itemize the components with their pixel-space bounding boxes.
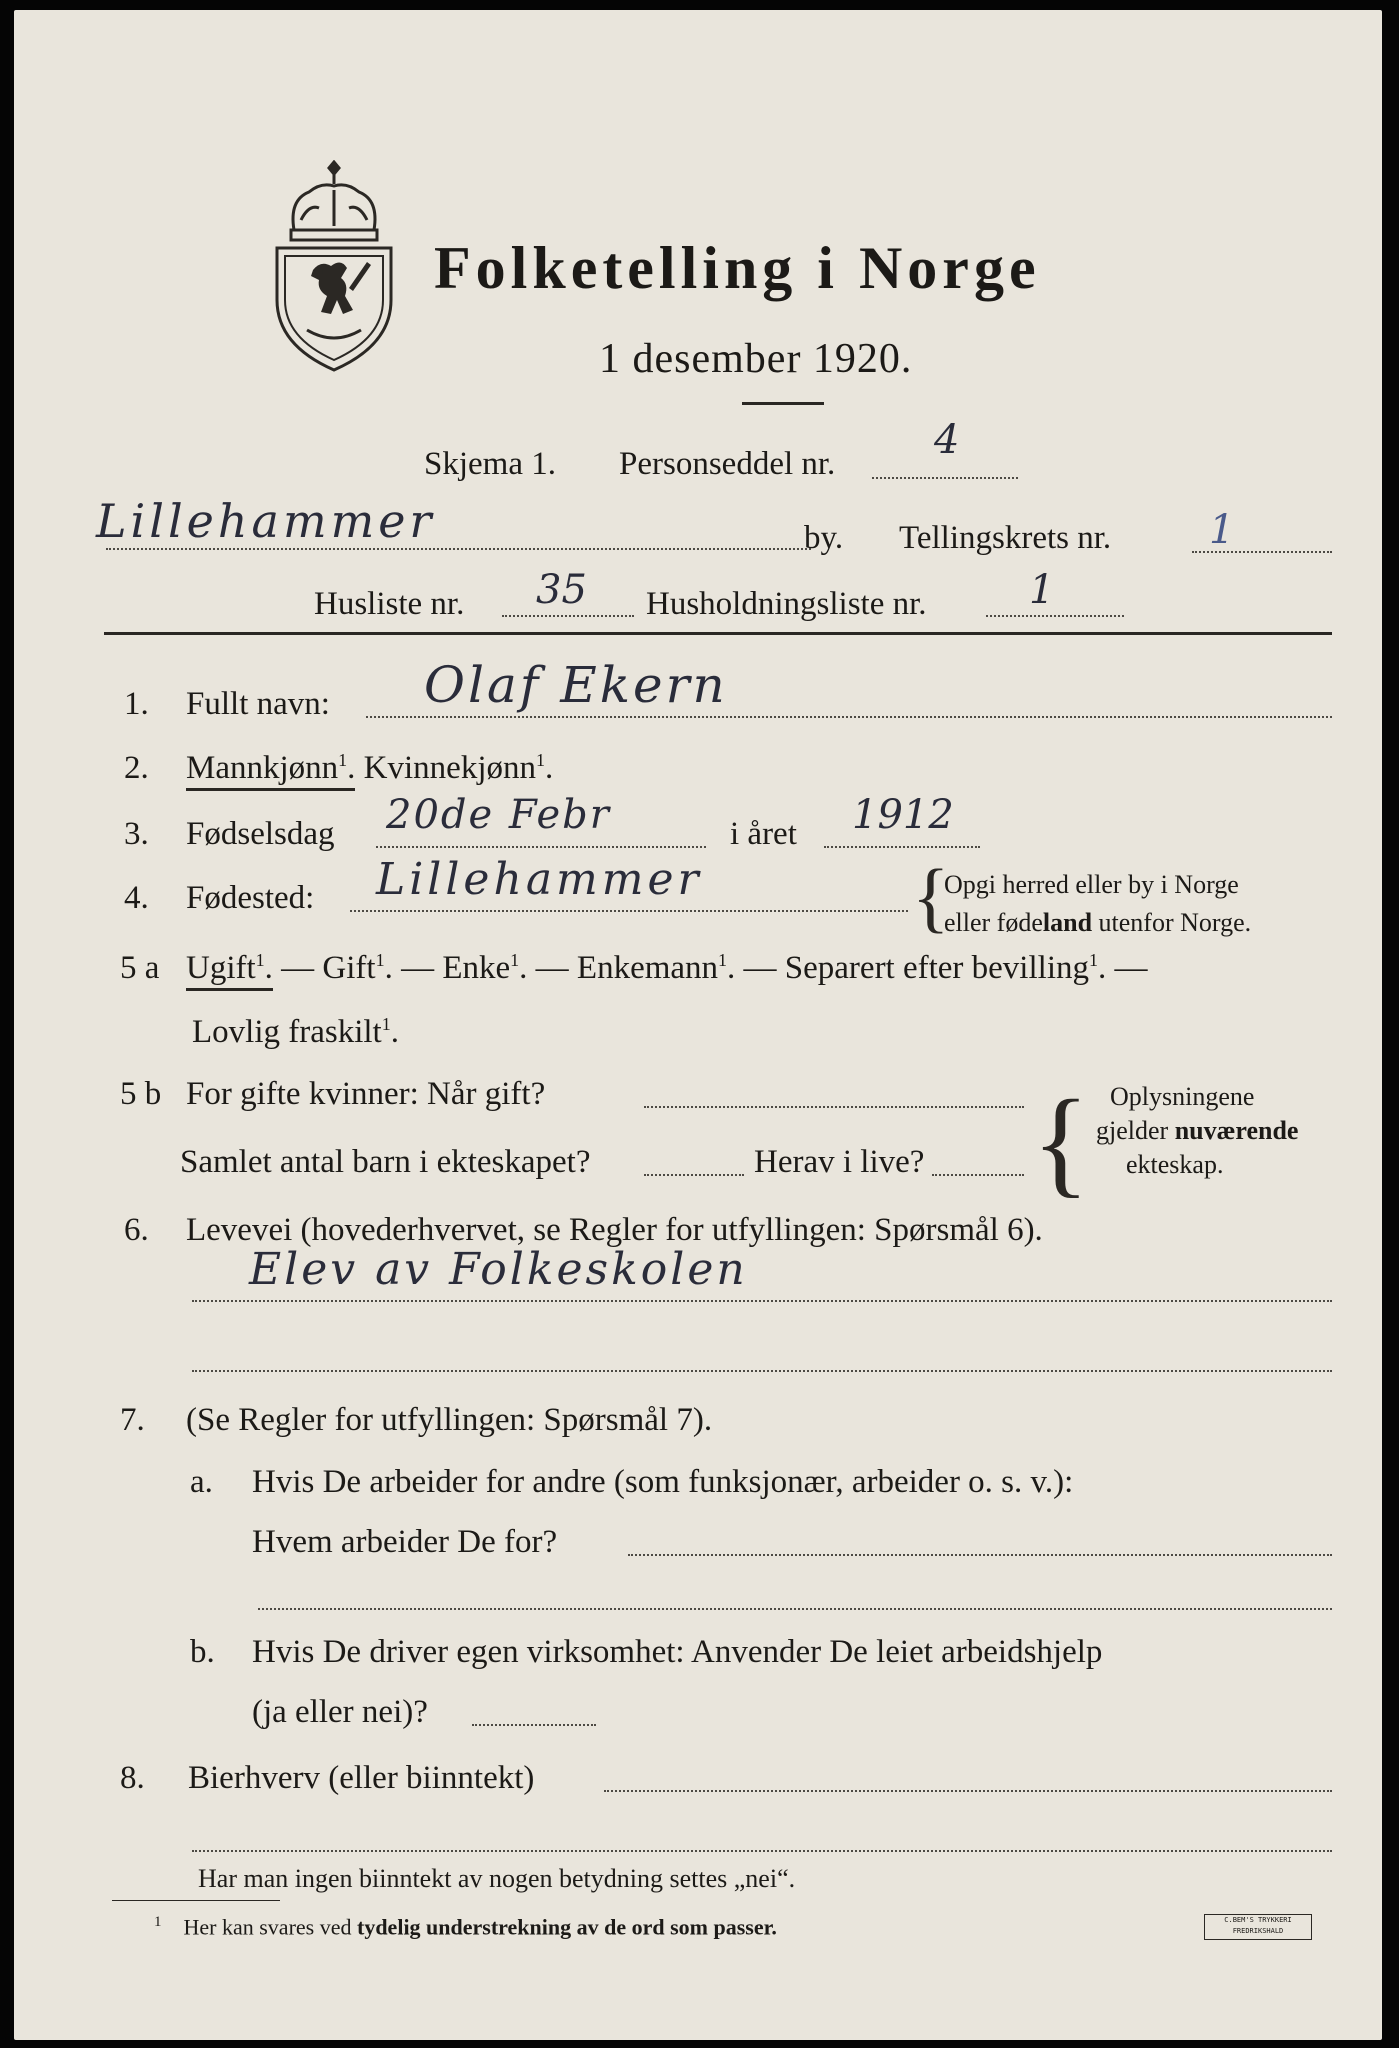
q7a-letter: a. (190, 1464, 213, 1500)
q3-day-line (376, 846, 706, 848)
q6-line2 (192, 1370, 1332, 1372)
tellingskrets-label: Tellingskrets nr. (899, 520, 1112, 556)
q5b-note3: ekteskap. (1126, 1150, 1224, 1179)
form-title: Folketelling i Norge (434, 235, 1041, 301)
q3-year-line (824, 846, 980, 848)
q4-note-line2: eller fødeland utenfor Norge. (944, 908, 1252, 937)
q5b-line1-dots (644, 1106, 1024, 1108)
q7b-letter: b. (190, 1634, 215, 1670)
q5b-live-label: Herav i live? (754, 1144, 925, 1180)
q6-label: Levevei (hovederhvervet, se Regler for utfyllingen: Spørsmål 6). (186, 1212, 1043, 1248)
q4-note-line1: Opgi herred eller by i Norge (944, 870, 1239, 899)
tellingskrets-value[interactable]: 1 (1209, 507, 1235, 553)
q4-label: Fødested: (186, 880, 315, 916)
q3-year-value[interactable]: 1912 (852, 792, 954, 838)
q4-value[interactable]: Lillehammer (376, 854, 703, 905)
option-kvinnekjonn[interactable]: Kvinnekjønn$^1$. (363, 750, 554, 786)
q7-label: (Se Regler for utfyllingen: Spørsmål 7). (186, 1402, 713, 1438)
q8-line2 (192, 1850, 1332, 1852)
personseddel-value[interactable]: 4 (934, 417, 960, 463)
place-line (106, 548, 811, 550)
q6-line1 (192, 1300, 1332, 1302)
option-fraskilt[interactable]: Lovlig fraskilt$^1$. (192, 1014, 399, 1050)
husholdningsliste-value[interactable]: 1 (1029, 567, 1055, 613)
q2-number: 2. (124, 750, 149, 786)
skjema-label: Skjema 1. (424, 446, 556, 482)
q3-label: Fødselsdag (186, 816, 335, 852)
header-divider (104, 632, 1332, 635)
q5b-number: 5 b (120, 1076, 162, 1112)
q5b-line2: Samlet antal barn i ekteskapet? (180, 1144, 591, 1180)
norwegian-coat-of-arms-icon (269, 160, 399, 375)
q5b-brace: { (1032, 1075, 1090, 1208)
husliste-line (502, 615, 634, 617)
husliste-value[interactable]: 35 (536, 567, 587, 613)
husholdningsliste-label: Husholdningsliste nr. (646, 586, 927, 622)
husholdningsliste-line (986, 615, 1124, 617)
husliste-label: Husliste nr. (314, 586, 465, 622)
q3-year-label: i året (730, 816, 797, 852)
option-separert[interactable]: Separert efter bevilling$^1$. (784, 950, 1107, 986)
place-value[interactable]: Lillehammer (96, 494, 436, 548)
q5b-note1: Oplysningene (1110, 1082, 1255, 1111)
q7b-line2: (ja eller nei)? (252, 1694, 428, 1730)
q8-line1 (604, 1790, 1332, 1792)
printer-stamp: C.BEM'S TRYKKERI FREDRIKSHALD (1204, 1914, 1312, 1940)
option-enke[interactable]: Enke$^1$. (442, 950, 528, 986)
q7a-line1: Hvis De arbeider for andre (som funksjonær, arbeider o. s. v.): (252, 1464, 1074, 1500)
footnote: $^1$ Her kan svares ved tydelig understrekning av de ord som passer. (154, 1914, 777, 1940)
q1-label: Fullt navn: (186, 686, 330, 722)
footnote-divider (112, 1900, 280, 1901)
q5a-number: 5 a (120, 950, 160, 986)
census-form-paper (14, 10, 1382, 2040)
by-label: by. (804, 520, 844, 556)
option-gift[interactable]: Gift$^1$. (322, 950, 393, 986)
q5b-note2: gjelder nuværende (1096, 1116, 1299, 1145)
q1-number: 1. (124, 686, 149, 722)
q1-value[interactable]: Olaf Ekern (424, 656, 728, 714)
q7b-line1: Hvis De driver egen virksomhet: Anvender De leiet arbeidshjelp (252, 1634, 1103, 1670)
q8-number: 8. (120, 1760, 145, 1796)
option-ugift[interactable]: Ugift$^1$. (186, 950, 273, 991)
census-date: 1 desember 1920. (599, 336, 913, 382)
personseddel-label: Personseddel nr. (619, 446, 836, 482)
q4-brace: { (912, 853, 950, 940)
q5b-barn-dots (644, 1174, 744, 1176)
q7-number: 7. (120, 1402, 145, 1438)
title-divider (742, 402, 824, 405)
personseddel-line (872, 477, 1018, 479)
q7a-line2-dots (258, 1608, 1332, 1610)
q8-note: Har man ingen biinntekt av nogen betydning settes „nei“. (198, 1864, 796, 1893)
q5a-options: Ugift$^1$. — Gift$^1$. — Enke$^1$. — Enkemann$^1$. — Separert efter bevilling$^1$. — (186, 952, 1147, 985)
q1-line (366, 716, 1332, 718)
q8-label: Bierhverv (eller biinntekt) (188, 1760, 535, 1796)
q6-value[interactable]: Elev av Folkeskolen (249, 1244, 748, 1295)
q3-number: 3. (124, 816, 149, 852)
option-mannkjonn[interactable]: Mannkjønn$^1$. (186, 750, 355, 791)
q7a-line1-dots (628, 1554, 1332, 1556)
option-enkemann[interactable]: Enkemann$^1$. (576, 950, 736, 986)
q7a-line2: Hvem arbeider De for? (252, 1524, 558, 1560)
q2-options (186, 752, 553, 785)
q4-line (350, 910, 908, 912)
q7b-dots (472, 1724, 596, 1726)
q5b-live-dots (932, 1174, 1024, 1176)
q4-number: 4. (124, 880, 149, 916)
q5b-line1: For gifte kvinner: Når gift? (186, 1076, 546, 1112)
q6-number: 6. (124, 1212, 149, 1248)
q3-day-value[interactable]: 20de Febr (386, 792, 611, 838)
